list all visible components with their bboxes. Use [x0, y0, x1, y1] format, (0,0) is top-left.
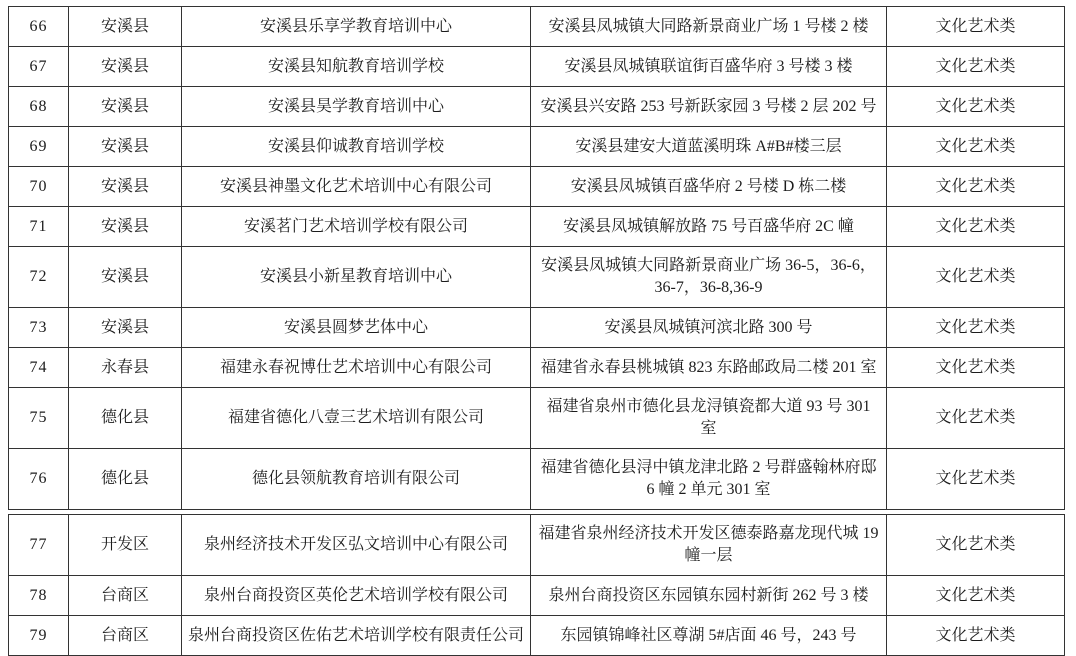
cell-address: 泉州台商投资区东园镇东园村新街 262 号 3 楼: [531, 576, 887, 616]
cell-category: 文化艺术类: [887, 576, 1065, 616]
cell-index: 78: [9, 576, 69, 616]
cell-address: 安溪县凤城镇大同路新景商业广场 1 号楼 2 楼: [531, 7, 887, 47]
cell-index: 72: [9, 247, 69, 308]
cell-address: 福建省德化县浔中镇龙津北路 2 号群盛翰林府邸 6 幢 2 单元 301 室: [531, 449, 887, 510]
cell-district: 台商区: [69, 576, 182, 616]
cell-category: 文化艺术类: [887, 247, 1065, 308]
cell-institution-name: 安溪县仰诚教育培训学校: [182, 127, 531, 167]
cell-district: 安溪县: [69, 308, 182, 348]
cell-district: 台商区: [69, 616, 182, 656]
cell-district: 永春县: [69, 348, 182, 388]
cell-index: 68: [9, 87, 69, 127]
cell-index: 79: [9, 616, 69, 656]
cell-category: 文化艺术类: [887, 616, 1065, 656]
cell-address: 安溪县凤城镇百盛华府 2 号楼 D 栋二楼: [531, 167, 887, 207]
cell-address: 福建省永春县桃城镇 823 东路邮政局二楼 201 室: [531, 348, 887, 388]
cell-index: 77: [9, 515, 69, 576]
cell-institution-name: 安溪县圆梦艺体中心: [182, 308, 531, 348]
table-row: [9, 247, 1065, 308]
cell-address: 福建省泉州市德化县龙浔镇瓷都大道 93 号 301 室: [531, 388, 887, 449]
cell-district: 安溪县: [69, 167, 182, 207]
cell-category: 文化艺术类: [887, 127, 1065, 167]
cell-category: 文化艺术类: [887, 207, 1065, 247]
cell-institution-name: 福建永春祝博仕艺术培训中心有限公司: [182, 348, 531, 388]
cell-category: 文化艺术类: [887, 47, 1065, 87]
cell-index: 66: [9, 7, 69, 47]
cell-address: 安溪县凤城镇解放路 75 号百盛华府 2C 幢: [531, 207, 887, 247]
cell-district: 安溪县: [69, 7, 182, 47]
cell-institution-name: 安溪县小新星教育培训中心: [182, 247, 531, 308]
cell-index: 71: [9, 207, 69, 247]
cell-district: 安溪县: [69, 87, 182, 127]
table-row: [9, 388, 1065, 449]
table-row: [9, 515, 1065, 576]
table-row: [9, 348, 1065, 388]
cell-category: 文化艺术类: [887, 167, 1065, 207]
cell-index: 67: [9, 47, 69, 87]
cell-institution-name: 安溪茗门艺术培训学校有限公司: [182, 207, 531, 247]
cell-category: 文化艺术类: [887, 515, 1065, 576]
cell-index: 73: [9, 308, 69, 348]
table-row: [9, 576, 1065, 616]
table-row: [9, 87, 1065, 127]
table-row: [9, 308, 1065, 348]
cell-district: 安溪县: [69, 247, 182, 308]
cell-district: 德化县: [69, 388, 182, 449]
cell-address: 福建省泉州经济技术开发区德泰路嘉龙现代城 19 幢一层: [531, 515, 887, 576]
table-row: [9, 616, 1065, 656]
cell-district: 开发区: [69, 515, 182, 576]
cell-address: 安溪县凤城镇大同路新景商业广场 36-5，36-6，36-7，36-8,36-9: [531, 247, 887, 308]
cell-category: 文化艺术类: [887, 87, 1065, 127]
cell-institution-name: 泉州台商投资区英伦艺术培训学校有限公司: [182, 576, 531, 616]
cell-index: 76: [9, 449, 69, 510]
table-row: [9, 7, 1065, 47]
cell-institution-name: 福建省德化八壹三艺术培训有限公司: [182, 388, 531, 449]
cell-category: 文化艺术类: [887, 449, 1065, 510]
table-row: [9, 449, 1065, 510]
cell-district: 安溪县: [69, 127, 182, 167]
table-row: [9, 127, 1065, 167]
cell-category: 文化艺术类: [887, 308, 1065, 348]
table-row: [9, 207, 1065, 247]
cell-address: 安溪县凤城镇河滨北路 300 号: [531, 308, 887, 348]
cell-category: 文化艺术类: [887, 388, 1065, 449]
cell-institution-name: 安溪县乐享学教育培训中心: [182, 7, 531, 47]
cell-index: 70: [9, 167, 69, 207]
cell-address: 安溪县兴安路 253 号新跃家园 3 号楼 2 层 202 号: [531, 87, 887, 127]
cell-district: 安溪县: [69, 207, 182, 247]
cell-category: 文化艺术类: [887, 348, 1065, 388]
cell-index: 74: [9, 348, 69, 388]
registry-table-segment-2: [8, 514, 1065, 656]
table-row: [9, 47, 1065, 87]
cell-institution-name: 安溪县昊学教育培训中心: [182, 87, 531, 127]
cell-district: 安溪县: [69, 47, 182, 87]
registry-table-segment-1: [8, 6, 1065, 510]
cell-index: 75: [9, 388, 69, 449]
cell-district: 德化县: [69, 449, 182, 510]
table-row: [9, 167, 1065, 207]
cell-category: 文化艺术类: [887, 7, 1065, 47]
cell-institution-name: 泉州台商投资区佐佑艺术培训学校有限责任公司: [182, 616, 531, 656]
cell-index: 69: [9, 127, 69, 167]
cell-address: 安溪县建安大道蓝溪明珠 A#B#楼三层: [531, 127, 887, 167]
cell-institution-name: 德化县领航教育培训有限公司: [182, 449, 531, 510]
cell-address: 安溪县凤城镇联谊街百盛华府 3 号楼 3 楼: [531, 47, 887, 87]
cell-address: 东园镇锦峰社区尊湖 5#店面 46 号，243 号: [531, 616, 887, 656]
cell-institution-name: 安溪县神墨文化艺术培训中心有限公司: [182, 167, 531, 207]
cell-institution-name: 安溪县知航教育培训学校: [182, 47, 531, 87]
cell-institution-name: 泉州经济技术开发区弘文培训中心有限公司: [182, 515, 531, 576]
